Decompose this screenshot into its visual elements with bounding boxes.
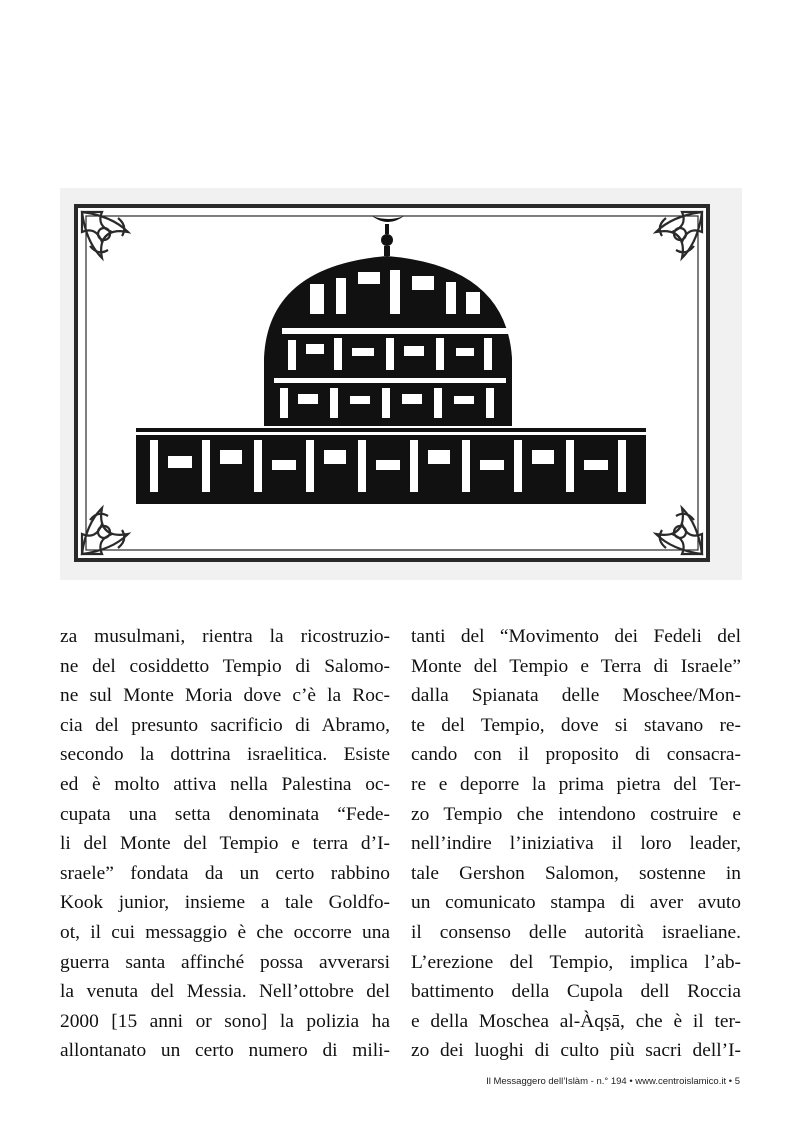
text-line: secondo la dottrina israelitica. Esiste xyxy=(60,744,390,766)
text-line: cupata una setta denominata “Fede- xyxy=(60,803,390,825)
footer-bullet: • xyxy=(629,1076,633,1087)
text-line: L’erezione del Tempio, implica l’ab- xyxy=(411,951,741,973)
article-left-column xyxy=(60,622,390,1066)
website-link[interactable]: www.centroislamico.it xyxy=(635,1076,727,1087)
text-line: dalla Spianata delle Moschee/Mon- xyxy=(411,685,741,707)
footer-bullet: • xyxy=(728,1076,735,1087)
publication-name: Il Messaggero dell’Islàm xyxy=(486,1076,588,1087)
text-line: guerra santa affinché possa avverarsi xyxy=(60,951,390,973)
text-line: la venuta del Messia. Nell’ottobre del xyxy=(60,981,390,1003)
text-line: li del Monte del Tempio e terra d’I- xyxy=(60,833,390,855)
text-line: ot, il cui messaggio è che occorre una xyxy=(60,921,390,943)
text-line: sraele” fondata da un certo rabbino xyxy=(60,862,390,884)
text-line: te del Tempio, dove si stavano re- xyxy=(411,714,741,736)
dome-calligraphy-icon xyxy=(60,188,742,580)
text-line: re e deporre la prima pietra del Ter- xyxy=(411,773,741,795)
text-line: zo Tempio che intendono costruire e xyxy=(411,803,741,825)
text-line: tanti del “Movimento dei Fedeli del xyxy=(411,626,741,647)
text-line: cia del presunto sacrificio di Abramo, xyxy=(60,714,390,736)
footer-separator: - xyxy=(590,1076,597,1087)
text-line: tale Gershon Salomon, sostenne in xyxy=(411,862,741,884)
text-line: il consenso delle autorità israeliane. xyxy=(411,921,741,943)
text-line: Kook junior, insieme a tale Goldfo- xyxy=(60,892,390,914)
text-line: ne del cosiddetto Tempio di Salomo- xyxy=(60,655,390,677)
text-line: e della Moschea al-Àqṣā, che è il ter- xyxy=(411,1010,741,1032)
text-line: za musulmani, rientra la ricostruzio- xyxy=(60,626,390,647)
text-line: ed è molto attiva nella Palestina oc- xyxy=(60,773,390,795)
text-line: zo dei luoghi di culto più sacri dell’I- xyxy=(411,1040,741,1062)
page-footer xyxy=(0,1076,740,1087)
text-line: battimento della Cupola dell Roccia xyxy=(411,981,741,1003)
text-line: 2000 [15 anni or sono] la polizia ha xyxy=(60,1010,390,1032)
text-line: cando con il proposito di consacra- xyxy=(411,744,741,766)
page-number: 5 xyxy=(734,1076,740,1087)
text-line: Monte del Tempio e Terra di Israele” xyxy=(411,655,741,677)
issue-number: n.° 194 xyxy=(596,1076,627,1087)
base-calligraphy-band xyxy=(136,428,646,504)
article-right-column xyxy=(411,622,741,1066)
text-line: allontanato un certo numero di mili- xyxy=(60,1040,390,1062)
text-line: un comunicato stampa di aver avuto xyxy=(411,892,741,914)
text-line: nell’indire l’iniziativa il loro leader, xyxy=(411,833,741,855)
dome-illustration xyxy=(60,188,742,580)
text-line: ne sul Monte Moria dove c’è la Roc- xyxy=(60,685,390,707)
